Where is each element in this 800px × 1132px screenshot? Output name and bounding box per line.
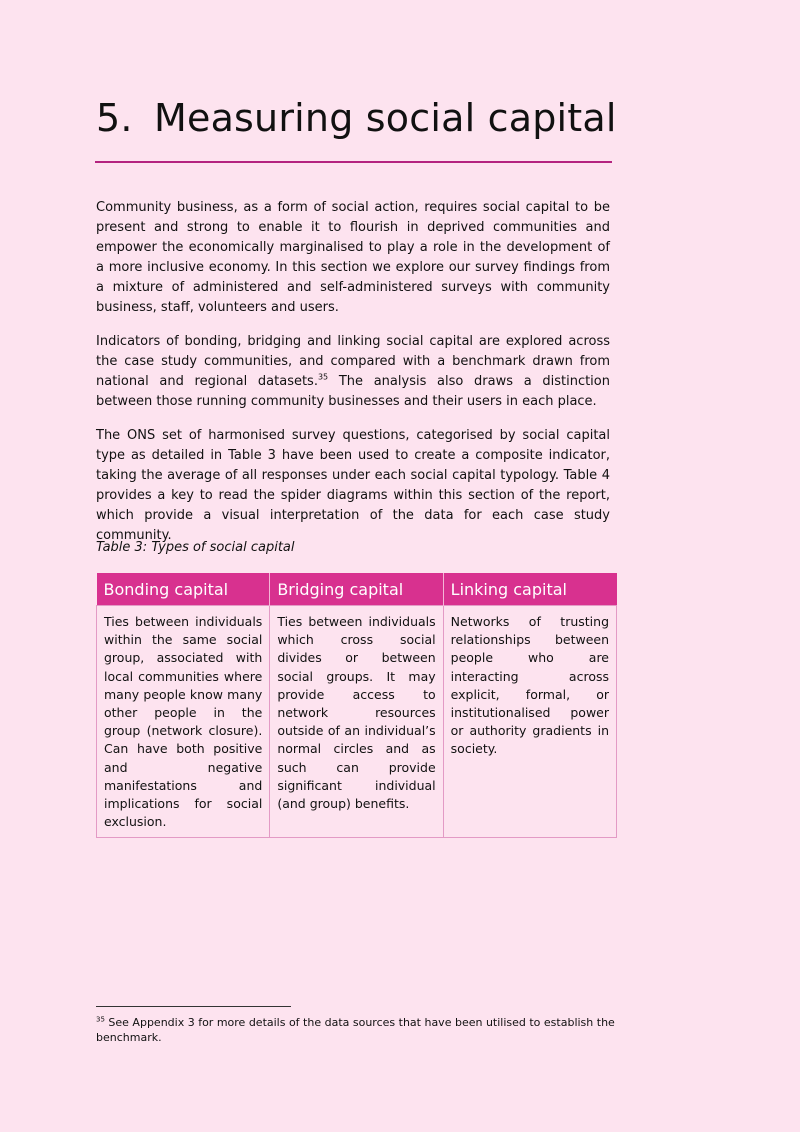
footnote-divider <box>96 1006 291 1007</box>
table-row <box>97 606 617 838</box>
title-divider <box>95 161 612 163</box>
page-title <box>96 96 617 140</box>
cell-linking-capital: Networks of trusting relationships between people who are interacting across explicit, formal, or institutionalised power or authority gradients in society. <box>443 606 616 838</box>
footnote <box>96 1015 616 1045</box>
footnote-number: 35 <box>96 1015 105 1024</box>
intro-paragraph: Community business, as a form of social action, requires social capital to be present and strong to enable it to flourish in deprived communities and empower the economically marginalised to play a role in the development of a more inclusive economy. In this section we explore our survey findings from a mixture of administered and self-administered surveys with community business, staff, volunteers and users. <box>96 200 610 315</box>
footnote-text: See Appendix 3 for more details of the data sources that have been utilised to establish the benchmark. <box>96 1016 615 1044</box>
section-title: Measuring social capital <box>154 96 617 140</box>
table-header-row <box>97 573 617 606</box>
header-bonding-capital: Bonding capital <box>97 573 270 606</box>
cell-bridging-capital: Ties between individuals which cross social divides or between social groups. It may provide access to network resources outside of an individual’s normal circles and as such can provide significant individual (and group) benefits. <box>270 606 443 838</box>
indicators-paragraph <box>96 332 610 412</box>
ons-paragraph: The ONS set of harmonised survey questions, categorised by social capital type as detailed in Table 3 have been used to create a composite indicator, taking the average of all responses under each social capital typology. Table 4 provides a key to read the spider diagrams within this section of the report, which provide a visual interpretation of the data for each case study community. <box>96 428 610 543</box>
section-number: 5. <box>96 96 133 140</box>
table-caption: Table 3: Types of social capital <box>96 540 295 555</box>
social-capital-table <box>96 573 617 838</box>
footnote-reference[interactable]: 35 <box>317 372 329 382</box>
header-bridging-capital: Bridging capital <box>270 573 443 606</box>
cell-bonding-capital: Ties between individuals within the same social group, associated with local communities where many people know many other people in the group (network closure). Can have both positive and negative manifestations and implications for social exclusion. <box>97 606 270 838</box>
indicators-text-end: The analysis also draws a distinction between those running community businesses and their users in each place. <box>96 374 610 409</box>
header-linking-capital: Linking capital <box>443 573 616 606</box>
indicators-text-start: Indicators of bonding, bridging and linking social capital are explored across the case study communities, and compared with a benchmark drawn from national and regional datasets. <box>96 334 610 389</box>
